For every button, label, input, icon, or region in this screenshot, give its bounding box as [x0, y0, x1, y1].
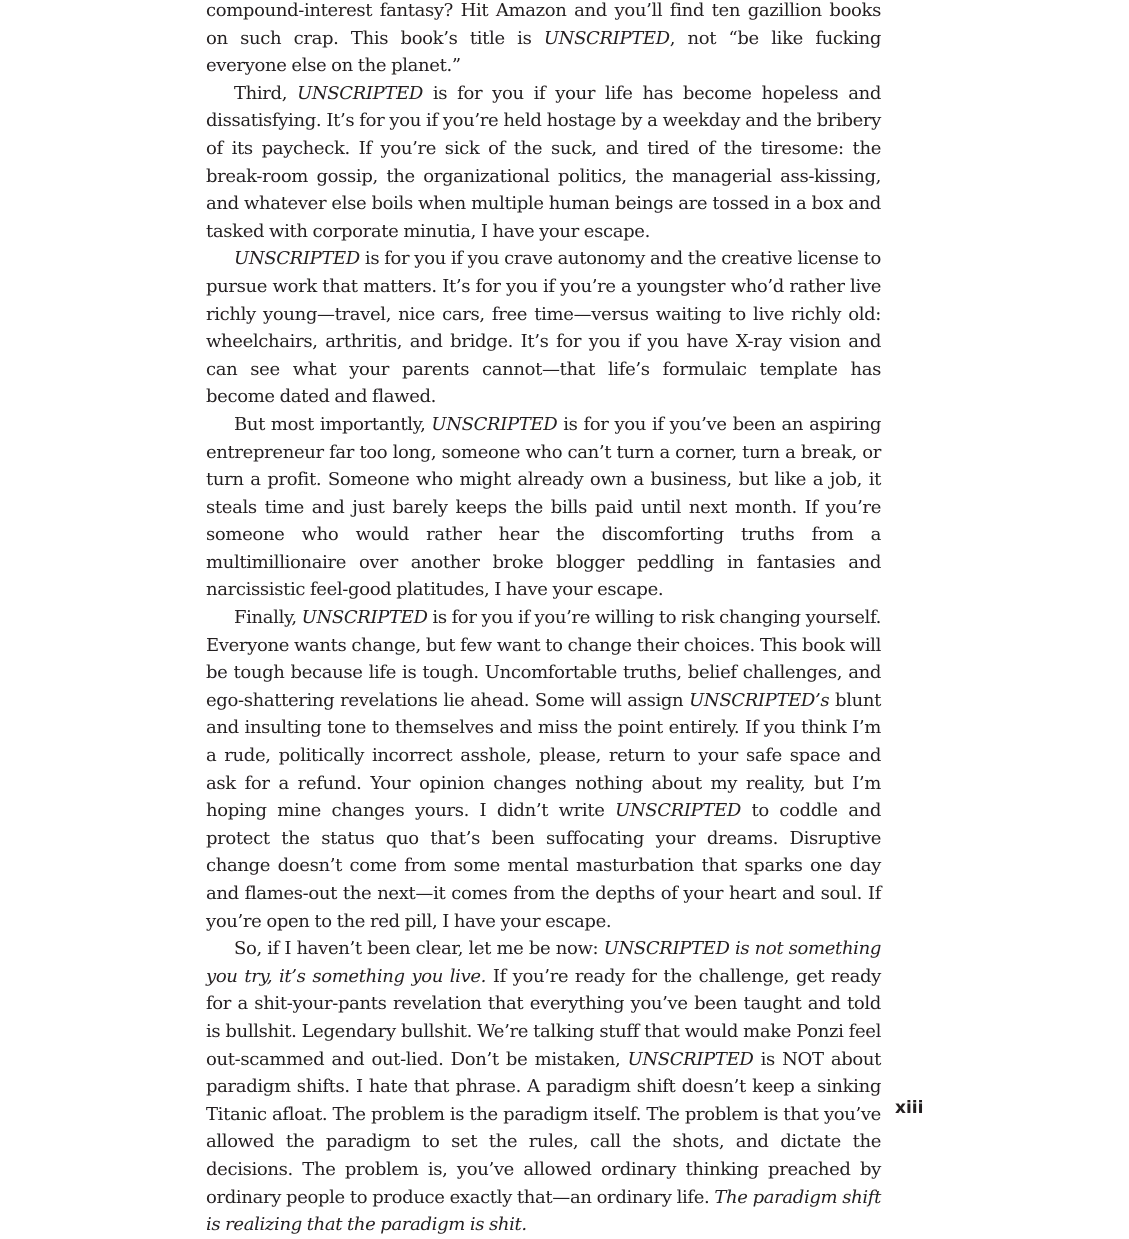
text-run: Third,	[234, 82, 298, 104]
italic-text: UNSCRIPTED	[615, 800, 741, 822]
italic-text: UNSCRIPTED	[297, 82, 423, 104]
italic-text: The paradigm shift is realizing that the paradigm is shit.	[206, 1186, 881, 1236]
italic-text: UNSCRIPTED’s	[689, 689, 830, 711]
text-run: , not “be like fucking everyone else on the planet.”	[206, 27, 881, 77]
italic-text: UNSCRIPTED	[234, 248, 360, 270]
italic-text: UNSCRIPTED is not something you try, it’s something you live.	[206, 938, 882, 987]
text-run: is for you if you’ve been an aspiring entrepreneur far too long, someone who can’t turn a corner, turn a break, or turn a profit. Someone who might already own a business, but like a job, it steals time and just barely keeps the bills paid until next month. If you’re someone who would rather hear the discomforting truths from a multimillionaire over another broke blogger peddling in fantasies and narcissistic feel-good platitudes, I have your escape.	[206, 413, 882, 601]
page-body	[206, 0, 881, 1239]
text-run: is for you if your life has become hopeless and dissatisfying. It’s for you if you’re held hostage by a weekday and the bribery of its paycheck. If you’re sick of the suck, and tired of the tiresome: the break-room gossip, the organizational politics, the managerial ass-kissing, and whatever else boils when multiple human beings are tossed in a box and tasked with corporate minutia, I have your escape.	[206, 82, 881, 242]
paragraph-autonomy	[206, 245, 881, 411]
italic-text: UNSCRIPTED	[627, 1048, 754, 1070]
paragraph-continued	[206, 0, 881, 80]
text-run: compound-interest fantasy? Hit Amazon and you’ll find ten gazillion books on such crap. This book’s title is	[206, 0, 881, 49]
text-run: is for you if you’re willing to risk changing yourself. Everyone wants change, but few want to change their choices. This book will be tough because life is tough. Uncomfortable truths, belief challenges, and ego-shattering revelations lie ahead. Some will assign	[206, 607, 882, 711]
text-run: So, if I haven’t been clear, let me be now:	[234, 938, 604, 960]
italic-text: UNSCRIPTED	[543, 27, 670, 49]
paragraph-most-importantly	[206, 411, 881, 604]
text-run: to coddle and protect the status quo that’s been suffocating your dreams. Disruptive change doesn’t come from some mental masturbation that sparks one day and flames-out the next—it comes from the depths of your heart and soul. If you’re open to the red pill, I have your escape.	[206, 800, 881, 932]
text-run: Finally,	[234, 607, 302, 629]
italic-text: UNSCRIPTED	[431, 413, 558, 435]
paragraph-third	[206, 80, 881, 246]
text-run: is NOT about paradigm shifts. I hate that phrase. A paradigm shift doesn’t keep a sinking Titanic afloat. The problem is the paradigm itself. The problem is that you’ve allowed the paradigm to set the rules, call the shots, and dictate the decisions. The problem is, you’ve allowed ordinary thinking preached by ordinary people to produce exactly that—an ordinary life.	[206, 1048, 881, 1208]
page-number: xiii	[895, 1098, 924, 1118]
paragraph-so	[206, 935, 881, 1239]
text-run: If you’re ready for the challenge, get ready for a shit-your-pants revelation that everything you’ve been taught and told is bullshit. Legendary bullshit. We’re talking stuff that would make Ponzi feel out-scammed and out-lied. Don’t be mistaken,	[206, 965, 881, 1070]
text-run: is for you if you crave autonomy and the creative license to pursue work that matters. It’s for you if you’re a youngster who’d rather live richly young—travel, nice cars, free time—versus waiting to live richly old: wheelchairs, arthritis, and bridge. It’s for you if you have X-ray vision and can see what your parents cannot—that life’s formulaic template has become dated and flawed.	[206, 248, 881, 408]
text-run: blunt and insulting tone to themselves and miss the point entirely. If you think I’m a rude, politically incorrect asshole, please, return to your safe space and ask for a refund. Your opinion changes nothing about my reality, but I’m hoping mine changes yours. I didn’t write	[206, 689, 881, 822]
text-run: But most importantly,	[234, 413, 432, 435]
italic-text: UNSCRIPTED	[301, 607, 428, 629]
paragraph-finally	[206, 604, 881, 935]
